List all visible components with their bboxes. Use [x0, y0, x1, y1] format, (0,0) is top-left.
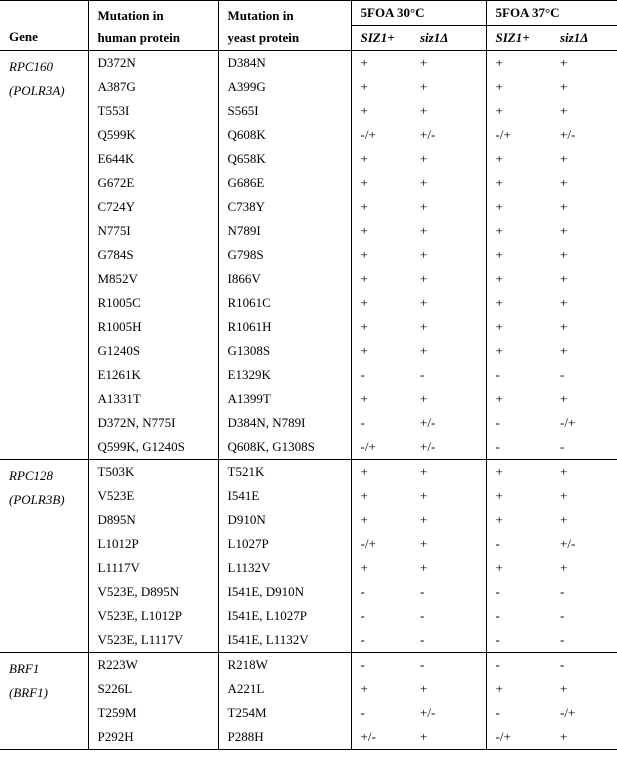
yeast-mutation-cell: A399G: [218, 75, 351, 99]
growth-siz1-delta-30: +: [411, 291, 486, 315]
growth-siz1-plus-37: -: [495, 584, 500, 599]
table-row: [0, 725, 617, 750]
table-row: [0, 508, 617, 532]
table-row: [0, 701, 617, 725]
growth-siz1-delta-30: +: [411, 99, 486, 123]
yeast-mutation-cell: C738Y: [218, 195, 351, 219]
growth-siz1-plus-30: +: [360, 488, 368, 503]
yeast-mutation-cell: Q658K: [218, 147, 351, 171]
human-mutation-cell: D372N, N775I: [88, 411, 218, 435]
table-row: [0, 171, 617, 195]
yeast-mutation-cell: I866V: [218, 267, 351, 291]
growth-siz1-plus-37: -/+: [495, 127, 511, 142]
table-row: [0, 123, 617, 147]
table-row: [0, 556, 617, 580]
growth-siz1-delta-37: +: [560, 151, 568, 166]
table-row: [0, 363, 617, 387]
growth-siz1-delta-37: +: [560, 681, 568, 696]
yeast-mutation-cell: A221L: [218, 677, 351, 701]
growth-siz1-delta-37: +: [560, 271, 568, 286]
growth-siz1-delta-30: -: [411, 363, 486, 387]
yeast-mutation-cell: I541E: [218, 484, 351, 508]
yeast-mutation-cell: R1061C: [218, 291, 351, 315]
growth-siz1-plus-30: -: [360, 367, 365, 382]
growth-siz1-plus-37: +: [495, 79, 503, 94]
growth-siz1-plus-37: -: [495, 608, 500, 623]
human-mutation-cell: T553I: [88, 99, 218, 123]
human-mutation-cell: T503K: [88, 460, 218, 485]
table-row: [0, 75, 617, 99]
growth-siz1-plus-30: -: [360, 584, 365, 599]
growth-siz1-plus-30: +: [360, 391, 368, 406]
growth-siz1-plus-30: +: [360, 295, 368, 310]
growth-siz1-plus-37: +: [495, 55, 503, 70]
growth-siz1-plus-37: +: [495, 295, 503, 310]
gene-column-header: Gene: [0, 1, 88, 51]
growth-siz1-delta-30: +: [411, 243, 486, 267]
yeast-mutation-cell: S565I: [218, 99, 351, 123]
human-mutation-cell: G672E: [88, 171, 218, 195]
human-mutation-header-line1: Mutation in: [97, 8, 164, 23]
growth-siz1-delta-37: +: [560, 103, 568, 118]
growth-siz1-delta-30: +: [411, 315, 486, 339]
growth-siz1-plus-37: -: [495, 705, 500, 720]
growth-siz1-plus-30: +: [360, 343, 368, 358]
yeast-mutation-cell: P288H: [218, 725, 351, 750]
growth-siz1-delta-30: +: [411, 508, 486, 532]
human-mutation-cell: A387G: [88, 75, 218, 99]
table-row: [0, 291, 617, 315]
yeast-mutation-cell: T521K: [218, 460, 351, 485]
condition-30c-header: 5FOA 30°C: [351, 1, 486, 26]
growth-siz1-plus-30: +: [360, 79, 368, 94]
yeast-mutation-cell: G686E: [218, 171, 351, 195]
yeast-mutation-cell: R218W: [218, 653, 351, 678]
growth-siz1-plus-30: +: [360, 464, 368, 479]
growth-siz1-plus-37: -: [495, 536, 500, 551]
growth-siz1-plus-37: -: [495, 415, 500, 430]
growth-siz1-delta-30: +: [411, 147, 486, 171]
yeast-mutation-cell: L1027P: [218, 532, 351, 556]
growth-siz1-delta-30: +: [411, 484, 486, 508]
human-mutation-cell: D895N: [88, 508, 218, 532]
table-row: [0, 580, 617, 604]
growth-siz1-delta-37: +: [560, 512, 568, 527]
growth-siz1-delta-37: +: [560, 729, 568, 744]
growth-siz1-delta-30: +: [411, 171, 486, 195]
table-row: [0, 604, 617, 628]
yeast-mutation-cell: Q608K: [218, 123, 351, 147]
table-row: [0, 195, 617, 219]
growth-siz1-plus-37: -: [495, 632, 500, 647]
growth-siz1-plus-30: -: [360, 657, 365, 672]
growth-siz1-delta-37: +/-: [560, 536, 576, 551]
yeast-mutation-cell: I541E, L1027P: [218, 604, 351, 628]
human-mutation-cell: S226L: [88, 677, 218, 701]
yeast-mutation-header-line1: Mutation in: [227, 8, 294, 23]
yeast-mutation-cell: G798S: [218, 243, 351, 267]
human-mutation-cell: D372N: [88, 51, 218, 76]
yeast-mutation-cell: N789I: [218, 219, 351, 243]
yeast-mutation-cell: Q608K, G1308S: [218, 435, 351, 460]
growth-siz1-plus-37: +: [495, 199, 503, 214]
growth-siz1-delta-37: +: [560, 488, 568, 503]
growth-siz1-delta-30: -: [411, 653, 486, 678]
growth-siz1-plus-30: -/+: [360, 439, 376, 454]
growth-siz1-plus-30: +: [360, 175, 368, 190]
human-mutation-cell: E1261K: [88, 363, 218, 387]
table-row: [0, 243, 617, 267]
growth-siz1-plus-37: +: [495, 464, 503, 479]
gene-group-rpc160: [0, 51, 617, 460]
growth-siz1-plus-37: +: [495, 103, 503, 118]
human-mutation-cell: L1012P: [88, 532, 218, 556]
growth-siz1-delta-30: +: [411, 460, 486, 485]
growth-siz1-delta-37: -/+: [560, 705, 576, 720]
human-mutation-cell: N775I: [88, 219, 218, 243]
growth-siz1-plus-30: +: [360, 223, 368, 238]
growth-siz1-delta-37: +: [560, 199, 568, 214]
growth-siz1-plus-37: +: [495, 319, 503, 334]
table-row: [0, 628, 617, 653]
growth-siz1-plus-30: -: [360, 415, 365, 430]
human-mutation-cell: T259M: [88, 701, 218, 725]
growth-siz1-delta-30: +: [411, 532, 486, 556]
strain-siz1-delta-37-header: siz1Δ: [560, 30, 589, 45]
human-mutation-cell: A1331T: [88, 387, 218, 411]
growth-siz1-plus-30: -/+: [360, 127, 376, 142]
growth-siz1-plus-37: +: [495, 560, 503, 575]
human-mutation-cell: V523E, L1012P: [88, 604, 218, 628]
growth-siz1-plus-30: +: [360, 151, 368, 166]
growth-siz1-delta-30: +: [411, 339, 486, 363]
growth-siz1-delta-37: +: [560, 223, 568, 238]
growth-siz1-delta-37: +: [560, 295, 568, 310]
human-mutation-cell: M852V: [88, 267, 218, 291]
yeast-mutation-header-line2: yeast protein: [227, 30, 300, 45]
growth-siz1-delta-30: +: [411, 387, 486, 411]
strain-siz1-plus-37-header: SIZ1+: [495, 30, 530, 45]
growth-siz1-delta-30: +: [411, 556, 486, 580]
human-mutation-cell: R1005H: [88, 315, 218, 339]
human-mutation-cell: P292H: [88, 725, 218, 750]
yeast-mutation-cell: T254M: [218, 701, 351, 725]
growth-siz1-plus-30: +: [360, 103, 368, 118]
growth-siz1-delta-37: -: [560, 632, 565, 647]
strain-siz1-plus-30-header: SIZ1+: [360, 30, 395, 45]
table-row: [0, 460, 617, 485]
growth-siz1-plus-30: +: [360, 55, 368, 70]
growth-siz1-delta-30: -: [411, 628, 486, 653]
yeast-mutation-column-header: [218, 1, 351, 51]
growth-siz1-delta-37: +/-: [560, 127, 576, 142]
growth-siz1-delta-30: +: [411, 51, 486, 76]
growth-siz1-delta-37: -: [560, 584, 565, 599]
growth-siz1-delta-30: +/-: [411, 411, 486, 435]
human-mutation-cell: E644K: [88, 147, 218, 171]
growth-siz1-plus-30: +: [360, 271, 368, 286]
growth-siz1-plus-37: +: [495, 512, 503, 527]
growth-siz1-delta-30: +/-: [411, 435, 486, 460]
table-row: [0, 315, 617, 339]
gene-human-name: (BRF1): [9, 685, 48, 700]
yeast-mutation-cell: R1061H: [218, 315, 351, 339]
growth-siz1-delta-37: +: [560, 319, 568, 334]
growth-siz1-delta-37: +: [560, 55, 568, 70]
table-row: [0, 653, 617, 678]
yeast-mutation-cell: A1399T: [218, 387, 351, 411]
yeast-mutation-cell: I541E, L1132V: [218, 628, 351, 653]
growth-siz1-delta-30: +/-: [411, 123, 486, 147]
human-mutation-cell: Q599K, G1240S: [88, 435, 218, 460]
growth-siz1-plus-30: -/+: [360, 536, 376, 551]
growth-siz1-plus-30: -: [360, 632, 365, 647]
growth-siz1-delta-30: -: [411, 580, 486, 604]
gene-name: RPC128: [9, 468, 54, 483]
growth-siz1-delta-30: +: [411, 677, 486, 701]
growth-siz1-plus-37: +: [495, 247, 503, 262]
table-row: [0, 147, 617, 171]
table-row: [0, 532, 617, 556]
gene-cell-rpc128: [0, 460, 88, 653]
table-row: [0, 435, 617, 460]
human-mutation-cell: G1240S: [88, 339, 218, 363]
growth-siz1-plus-37: -: [495, 367, 500, 382]
growth-siz1-plus-37: +: [495, 223, 503, 238]
growth-siz1-delta-30: +: [411, 195, 486, 219]
growth-siz1-plus-30: +: [360, 247, 368, 262]
growth-siz1-plus-30: +: [360, 560, 368, 575]
human-mutation-cell: R1005C: [88, 291, 218, 315]
strain-siz1-delta-30-header: siz1Δ: [411, 26, 486, 51]
growth-siz1-plus-37: +: [495, 681, 503, 696]
growth-siz1-plus-37: +: [495, 343, 503, 358]
growth-siz1-plus-37: +: [495, 151, 503, 166]
growth-siz1-delta-37: -/+: [560, 415, 576, 430]
gene-cell-brf1: [0, 653, 88, 750]
growth-siz1-delta-37: +: [560, 79, 568, 94]
growth-siz1-plus-30: +: [360, 199, 368, 214]
yeast-mutation-cell: D910N: [218, 508, 351, 532]
table-row: [0, 99, 617, 123]
growth-siz1-plus-30: -: [360, 705, 365, 720]
growth-siz1-delta-37: -: [560, 608, 565, 623]
growth-siz1-plus-30: -: [360, 608, 365, 623]
yeast-mutation-cell: L1132V: [218, 556, 351, 580]
growth-siz1-delta-37: +: [560, 560, 568, 575]
yeast-mutation-cell: G1308S: [218, 339, 351, 363]
human-mutation-cell: G784S: [88, 243, 218, 267]
yeast-mutation-cell: D384N: [218, 51, 351, 76]
gene-cell-rpc160: [0, 51, 88, 460]
growth-siz1-delta-37: +: [560, 464, 568, 479]
growth-siz1-delta-30: +: [411, 725, 486, 750]
growth-siz1-delta-30: +: [411, 267, 486, 291]
table-row: [0, 219, 617, 243]
human-mutation-cell: C724Y: [88, 195, 218, 219]
growth-siz1-plus-30: +/-: [360, 729, 376, 744]
table-row: [0, 484, 617, 508]
table-row: [0, 51, 617, 76]
gene-name: RPC160: [9, 59, 54, 74]
growth-siz1-delta-37: -: [560, 439, 565, 454]
human-mutation-column-header: [88, 1, 218, 51]
growth-siz1-delta-37: +: [560, 343, 568, 358]
human-mutation-cell: V523E, L1117V: [88, 628, 218, 653]
yeast-mutation-cell: I541E, D910N: [218, 580, 351, 604]
growth-siz1-plus-37: -: [495, 657, 500, 672]
growth-siz1-delta-37: +: [560, 247, 568, 262]
condition-37c-header: 5FOA 37°C: [486, 1, 617, 26]
growth-siz1-plus-30: +: [360, 319, 368, 334]
table-row: [0, 411, 617, 435]
table-row: [0, 677, 617, 701]
growth-siz1-delta-37: -: [560, 657, 565, 672]
gene-name: BRF1: [9, 661, 40, 676]
gene-human-name: (POLR3B): [9, 492, 65, 507]
table-row: [0, 387, 617, 411]
gene-group-rpc128: [0, 460, 617, 653]
growth-siz1-delta-30: +: [411, 75, 486, 99]
growth-siz1-plus-37: +: [495, 271, 503, 286]
growth-siz1-plus-37: +: [495, 175, 503, 190]
growth-siz1-delta-30: +: [411, 219, 486, 243]
growth-siz1-delta-30: -: [411, 604, 486, 628]
growth-siz1-plus-37: -: [495, 439, 500, 454]
growth-siz1-delta-37: -: [560, 367, 565, 382]
table-row: [0, 267, 617, 291]
gene-group-brf1: [0, 653, 617, 750]
yeast-mutation-cell: D384N, N789I: [218, 411, 351, 435]
growth-siz1-plus-30: +: [360, 512, 368, 527]
gene-human-name: (POLR3A): [9, 83, 65, 98]
human-mutation-cell: Q599K: [88, 123, 218, 147]
growth-siz1-plus-37: +: [495, 391, 503, 406]
growth-siz1-delta-30: +/-: [411, 701, 486, 725]
human-mutation-cell: R223W: [88, 653, 218, 678]
growth-siz1-plus-30: +: [360, 681, 368, 696]
growth-siz1-plus-37: -/+: [495, 729, 511, 744]
human-mutation-header-line2: human protein: [97, 30, 180, 45]
yeast-mutation-cell: E1329K: [218, 363, 351, 387]
human-mutation-cell: L1117V: [88, 556, 218, 580]
growth-siz1-plus-37: +: [495, 488, 503, 503]
growth-siz1-delta-37: +: [560, 391, 568, 406]
human-mutation-cell: V523E, D895N: [88, 580, 218, 604]
human-mutation-cell: V523E: [88, 484, 218, 508]
table-row: [0, 339, 617, 363]
growth-siz1-delta-37: +: [560, 175, 568, 190]
